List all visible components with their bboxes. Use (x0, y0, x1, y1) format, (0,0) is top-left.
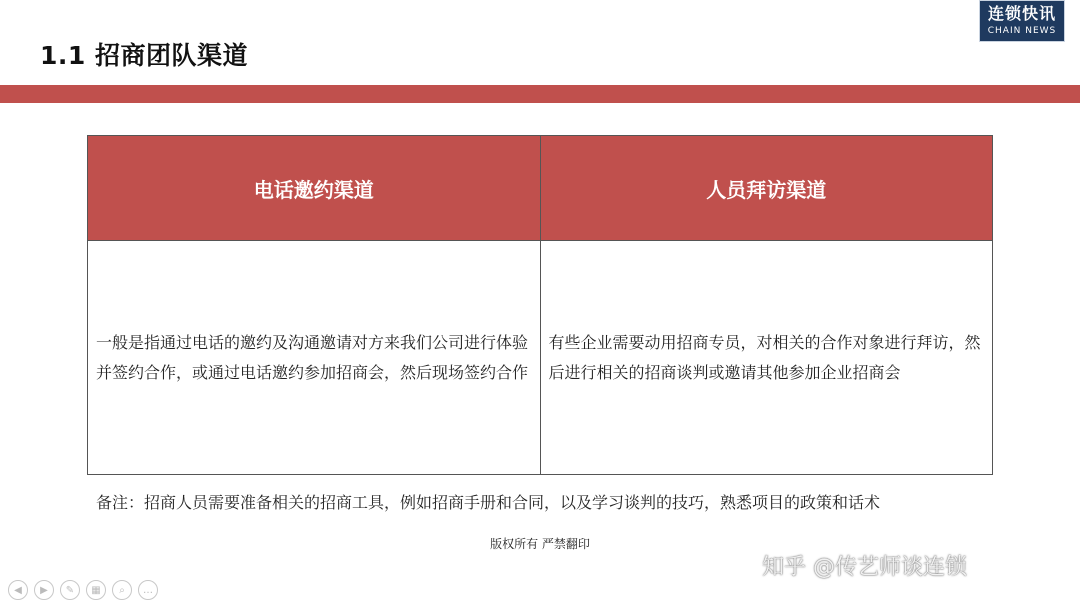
table-body-row (88, 241, 993, 475)
zoom-icon[interactable]: ⌕ (112, 580, 132, 600)
prev-icon[interactable]: ◀ (8, 580, 28, 600)
phone-channel-description: 一般是指通过电话的邀约及沟通邀请对方来我们公司进行体验并签约合作，或通过电话邀约参加招商会，然后现场签约合作 (88, 241, 541, 475)
zhihu-watermark: 知乎 @传艺师谈连锁 (762, 555, 967, 580)
channels-table (87, 135, 993, 475)
slide-title: 1.1 招商团队渠道 (40, 41, 248, 70)
slides-icon[interactable]: ▦ (86, 580, 106, 600)
note-text: 备注：招商人员需要准备相关的招商工具，例如招商手册和合同，以及学习谈判的技巧，熟悉项目的政策和话术 (96, 493, 881, 512)
table-header-row (88, 136, 993, 241)
header-accent-band (0, 85, 1080, 103)
more-icon[interactable]: … (138, 580, 158, 600)
next-icon[interactable]: ▶ (34, 580, 54, 600)
logo-chinese-text: 连锁快讯 (987, 4, 1056, 23)
visit-channel-heading: 人员拜访渠道 (540, 136, 993, 241)
slideshow-controls (8, 580, 158, 600)
logo-english-text: CHAIN NEWS (987, 26, 1057, 36)
pen-icon[interactable]: ✎ (60, 580, 80, 600)
phone-channel-heading: 电话邀约渠道 (88, 136, 541, 241)
visit-channel-description: 有些企业需要动用招商专员，对相关的合作对象进行拜访，然后进行相关的招商谈判或邀请其他参加企业招商会 (540, 241, 993, 475)
copyright-text: 版权所有 严禁翻印 (490, 537, 590, 551)
chain-news-logo (979, 0, 1065, 42)
